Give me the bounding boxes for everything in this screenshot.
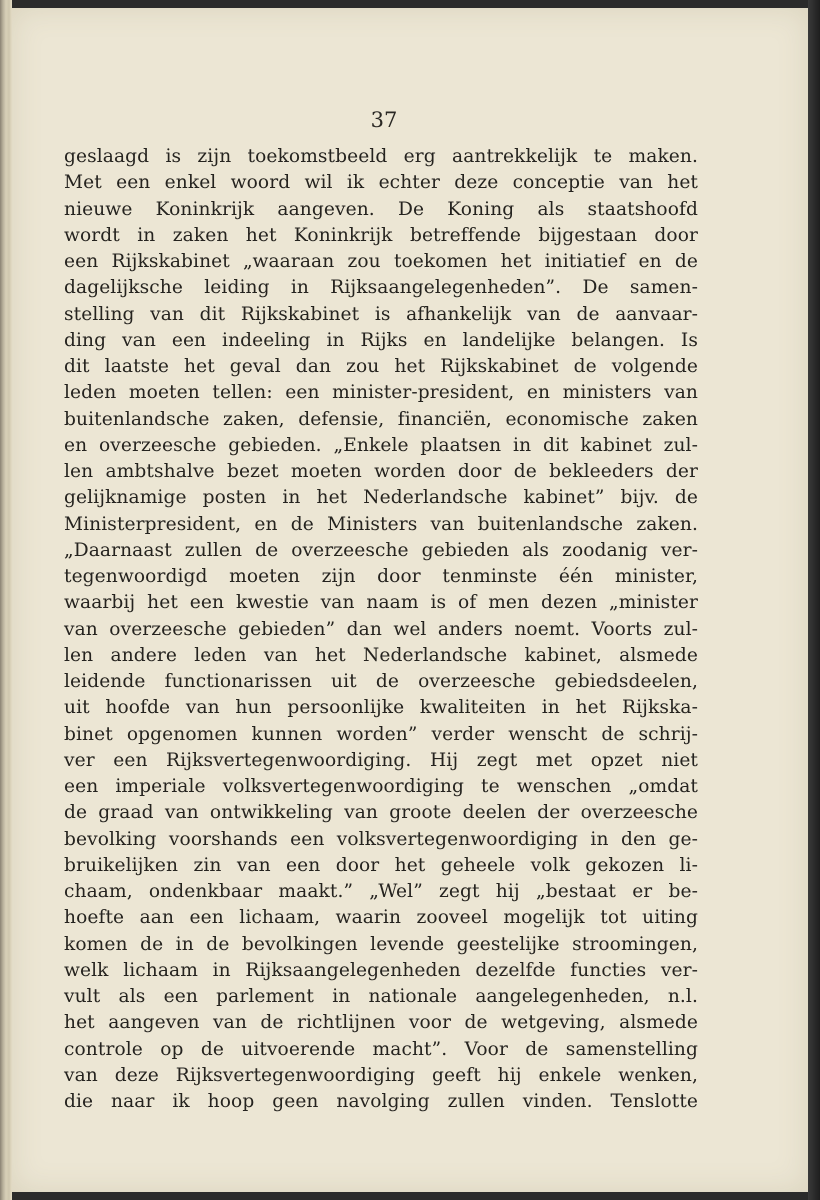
text-line: een Rijkskabinet „waaraan zou toekomen het initiatief en de xyxy=(64,251,698,272)
text-line: hoefte aan een lichaam, waarin zooveel mogelijk tot uiting xyxy=(64,907,698,929)
text-line: gelijknamige posten in het Nederlandsche kabinet” bijv. de xyxy=(64,487,698,509)
text-line: leden moeten tellen: een minister-president, en ministers van xyxy=(64,382,698,404)
text-line: „Daarnaast zullen de overzeesche gebieden als zoodanig ver- xyxy=(64,539,698,561)
page-edge-shadow xyxy=(808,0,820,1200)
body-text xyxy=(64,144,698,1115)
text-line: komen de in de bevolkingen levende geestelijke stroomingen, xyxy=(64,933,698,955)
text-line: van overzeesche gebieden” dan wel anders noemt. Voorts zul- xyxy=(64,618,698,640)
text-line: tegenwoordigd moeten zijn door tenminste één minister, xyxy=(64,566,698,587)
book-binding xyxy=(0,0,12,1200)
text-line: Met een enkel woord wil ik echter deze conceptie van het xyxy=(64,172,698,194)
text-line: bruikelijken zin van een door het geheele volk gekozen li- xyxy=(64,854,698,876)
text-line: van deze Rijksvertegenwoordiging geeft hij enkele wenken, xyxy=(64,1064,698,1086)
text-line: controle op de uitvoerende macht”. Voor de samenstelling xyxy=(64,1038,698,1060)
text-line: binet opgenomen kunnen worden” verder wenscht de schrij- xyxy=(64,723,698,745)
text-line: wordt in zaken het Koninkrijk betreffende bijgestaan door xyxy=(64,224,698,246)
text-line: dagelijksche leiding in Rijksaangelegenheden”. De samen- xyxy=(64,277,698,299)
text-line: len andere leden van het Nederlandsche kabinet, alsmede xyxy=(64,644,698,666)
text-line: chaam, ondenkbaar maakt.” „Wel” zegt hij „bestaat er be- xyxy=(64,881,698,902)
text-line: welk lichaam in Rijksaangelegenheden dezelfde functies ver- xyxy=(64,959,698,981)
text-line: leidende functionarissen uit de overzeesche gebiedsdeelen, xyxy=(64,671,698,692)
book-page xyxy=(12,8,808,1192)
text-line: stelling van dit Rijkskabinet is afhankelijk van de aanvaar- xyxy=(64,303,698,325)
text-line: Ministerpresident, en de Ministers van buitenlandsche zaken. xyxy=(64,513,698,535)
text-line: buitenlandsche zaken, defensie, financiën, economische zaken xyxy=(64,408,698,430)
text-line: een imperiale volksvertegenwoordiging te wenschen „omdat xyxy=(64,776,698,797)
text-line: uit hoofde van hun persoonlijke kwaliteiten in het Rijkska- xyxy=(64,697,698,719)
text-line: die naar ik hoop geen navolging zullen vinden. Tenslotte xyxy=(64,1091,698,1112)
text-line: len ambtshalve bezet moeten worden door de bekleeders der xyxy=(64,461,698,482)
text-line: dit laatste het geval dan zou het Rijkskabinet de volgende xyxy=(64,356,698,377)
text-line: geslaagd is zijn toekomstbeeld erg aantrekkelijk te maken. xyxy=(64,146,698,167)
text-line: bevolking voorshands een volksvertegenwoordiging in den ge- xyxy=(64,828,698,850)
text-line: vult als een parlement in nationale aangelegenheden, n.l. xyxy=(64,986,698,1007)
text-line: ding van een indeeling in Rijks en landelijke belangen. Is xyxy=(64,329,698,351)
text-line: het aangeven van de richtlijnen voor de wetgeving, alsmede xyxy=(64,1012,698,1034)
text-line: waarbij het een kwestie van naam is of men dezen „minister xyxy=(64,592,698,614)
page-number: 37 xyxy=(370,108,398,132)
text-line: ver een Rijksvertegenwoordiging. Hij zegt met opzet niet xyxy=(64,749,698,771)
text-line: nieuwe Koninkrijk aangeven. De Koning als staatshoofd xyxy=(64,198,698,220)
text-line: en overzeesche gebieden. „Enkele plaatsen in dit kabinet zul- xyxy=(64,434,698,456)
text-line: de graad van ontwikkeling van groote deelen der overzeesche xyxy=(64,802,698,824)
